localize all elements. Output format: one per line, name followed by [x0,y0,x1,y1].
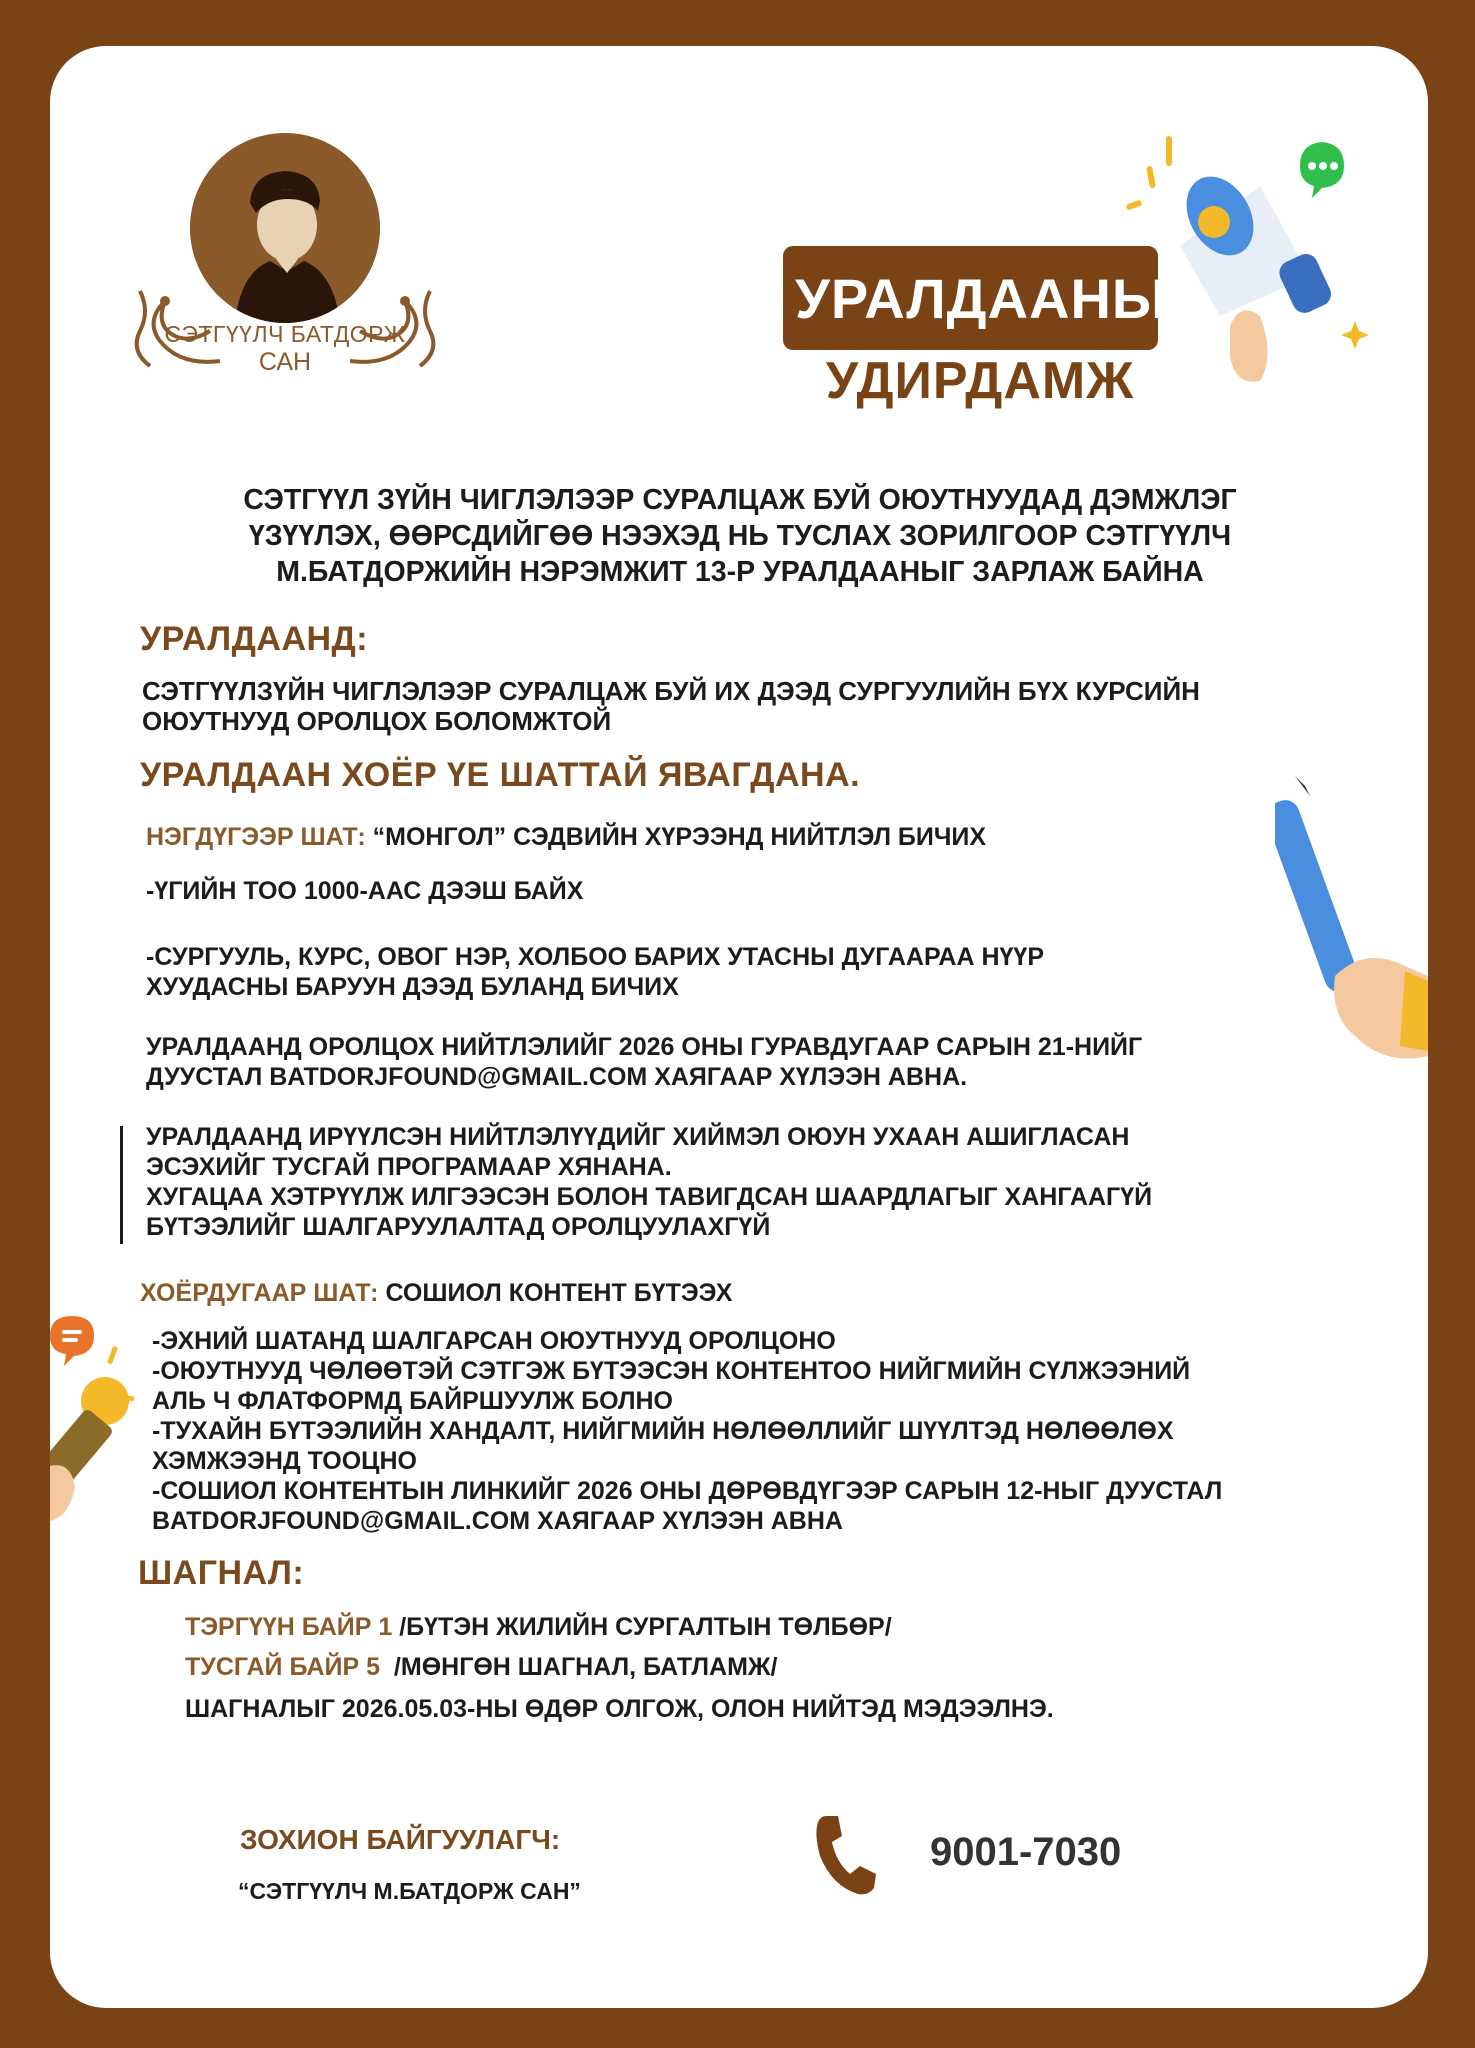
microphone-icon [50,1316,160,1576]
stage1-deadline: УРАЛДААНД ОРОЛЦОХ НИЙТЛЭЛИЙГ 2026 ОНЫ ГУРАВДУГААР САРЫН 21-НИЙГ [146,1033,1143,1061]
stage1-rule: -СУРГУУЛЬ, КУРС, ОВОГ НЭР, ХОЛБОО БАРИХ УТАСНЫ ДУГААРАА НҮҮР [146,943,1045,971]
megaphone-icon [1090,126,1390,396]
prize-special [185,1652,777,1682]
stage2-line: -ОЮУТНУУД ЧӨЛӨӨТЭЙ СЭТГЭЖ БҮТЭЭСЭН КОНТЕНТОО НИЙГМИЙН СҮЛЖЭЭНИЙ [152,1357,1191,1385]
stage1-rule: ХУУДАСНЫ БАРУУН ДЭЭД БУЛАНД БИЧИХ [146,973,679,1001]
stage2-line: АЛЬ Ч ФЛАТФОРМД БАЙРШУУЛЖ БОЛНО [152,1387,673,1415]
note-bar [120,1126,123,1244]
intro-statement [120,482,1360,590]
stage1-note: БҮТЭЭЛИЙГ ШАЛГАРУУЛАЛТАД ОРОЛЦУУЛАХГҮЙ [146,1213,771,1241]
stage1-title [146,822,986,852]
stage2-line: -ТУХАЙН БҮТЭЭЛИЙН ХАНДАЛТ, НИЙГМИЙН НӨЛӨӨЛЛИЙГ ШҮҮЛТЭД НӨЛӨӨЛӨХ [152,1417,1174,1445]
poster-card [50,46,1428,2008]
logo-text-name: СЭТГҮҮЛЧ БАТДОРЖ [164,321,406,347]
stage2-label: ХОЁРДУГААР ШАТ: [140,1279,379,1307]
intro-line: М.БАТДОРЖИЙН НЭРЭМЖИТ 13-Р УРАЛДААНЫГ ЗАРЛАЖ БАЙНА [276,556,1204,588]
stage1-note: УРАЛДААНД ИРҮҮЛСЭН НИЙТЛЭЛҮҮДИЙГ ХИЙМЭЛ ОЮУН УХААН АШИГЛАСАН [146,1123,1130,1151]
stage1-text: “МОНГОЛ” СЭДВИЙН ХҮРЭЭНД НИЙТЛЭЛ БИЧИХ [372,823,987,851]
participants-line: ОЮУТНУУД ОРОЛЦОХ БОЛОМЖТОЙ [142,706,612,736]
pen-icon [1275,776,1428,1076]
stage2-line: -СОШИОЛ КОНТЕНТЫН ЛИНКИЙГ 2026 ОНЫ ДӨРӨВДҮГЭЭР САРЫН 12-НЫГ ДУУСТАЛ [152,1477,1223,1505]
prize-first [185,1612,892,1642]
title-line2: УДИРДАМЖ [825,352,1135,410]
logo-text-fund: САН [258,348,312,376]
prize-heading: ШАГНАЛ: [138,1554,305,1592]
prize-first-label: ТЭРГҮҮН БАЙР 1 [185,1613,393,1641]
stage2-text: СОШИОЛ КОНТЕНТ БҮТЭЭХ [385,1279,733,1307]
title-line1: УРАЛДААНЫ [795,267,1168,330]
phone-number: 9001-7030 [930,1830,1122,1874]
stage1-rule: -ҮГИЙН ТОО 1000-ААС ДЭЭШ БАЙХ [146,877,584,905]
phone-icon [812,1812,882,1898]
stage1-note: ЭСЭХИЙГ ТУСГАЙ ПРОГРАМААР ХЯНАНА. [146,1153,672,1181]
prize-special-text: /МӨНГӨН ШАГНАЛ, БАТЛАМЖ/ [393,1653,778,1681]
stage2-line: BATDORJFOUND@GMAIL.COM ХАЯГААР ХҮЛЭЭН АВНА [152,1507,843,1535]
organizer-name: “СЭТГҮҮЛЧ М.БАТДОРЖ САН” [238,1878,581,1904]
intro-line: СЭТГҮҮЛ ЗҮЙН ЧИГЛЭЛЭЭР СУРАЛЦАЖ БУЙ ОЮУТНУУДАД ДЭМЖЛЭГ [243,484,1237,516]
prize-note: ШАГНАЛЫГ 2026.05.03-НЫ ӨДӨР ОЛГОЖ, ОЛОН НИЙТЭД МЭДЭЭЛНЭ. [185,1695,1054,1723]
intro-line: ҮЗҮҮЛЭХ, ӨӨРСДИЙГӨӨ НЭЭХЭД НЬ ТУСЛАХ ЗОРИЛГООР СЭТГҮҮЛЧ [248,520,1232,552]
stages-heading: УРАЛДААН ХОЁР ҮЕ ШАТТАЙ ЯВАГДАНА. [140,756,861,794]
stage1-label: НЭГДҮГЭЭР ШАТ: [146,823,366,851]
stage2-line: ХЭМЖЭЭНД ТООЦНО [152,1447,417,1475]
organizer-label: ЗОХИОН БАЙГУУЛАГЧ: [240,1824,561,1855]
stage2-line: -ЭХНИЙ ШАТАНД ШАЛГАРСАН ОЮУТНУУД ОРОЛЦОНО [152,1327,836,1355]
prize-first-text: /БҮТЭН ЖИЛИЙН СУРГАЛТЫН ТӨЛБӨР/ [399,1613,892,1641]
stage1-note: ХУГАЦАА ХЭТРҮҮЛЖ ИЛГЭЭСЭН БОЛОН ТАВИГДСАН ШААРДЛАГЫГ ХАНГААГҮЙ [146,1183,1153,1211]
prize-special-label: ТУСГАЙ БАЙР 5 [185,1653,381,1681]
participants-line: СЭТГҮҮЛЗҮЙН ЧИГЛЭЛЭЭР СУРАЛЦАЖ БУЙ ИХ ДЭЭД СУРГУУЛИЙН БҮХ КУРСИЙН [142,676,1200,706]
stage2-title [140,1278,732,1308]
stage1-deadline: ДУУСТАЛ BATDORJFOUND@GMAIL.COM ХАЯГААР ХҮЛЭЭН АВНА. [146,1063,968,1091]
participants-heading: УРАЛДААНД: [140,620,369,658]
